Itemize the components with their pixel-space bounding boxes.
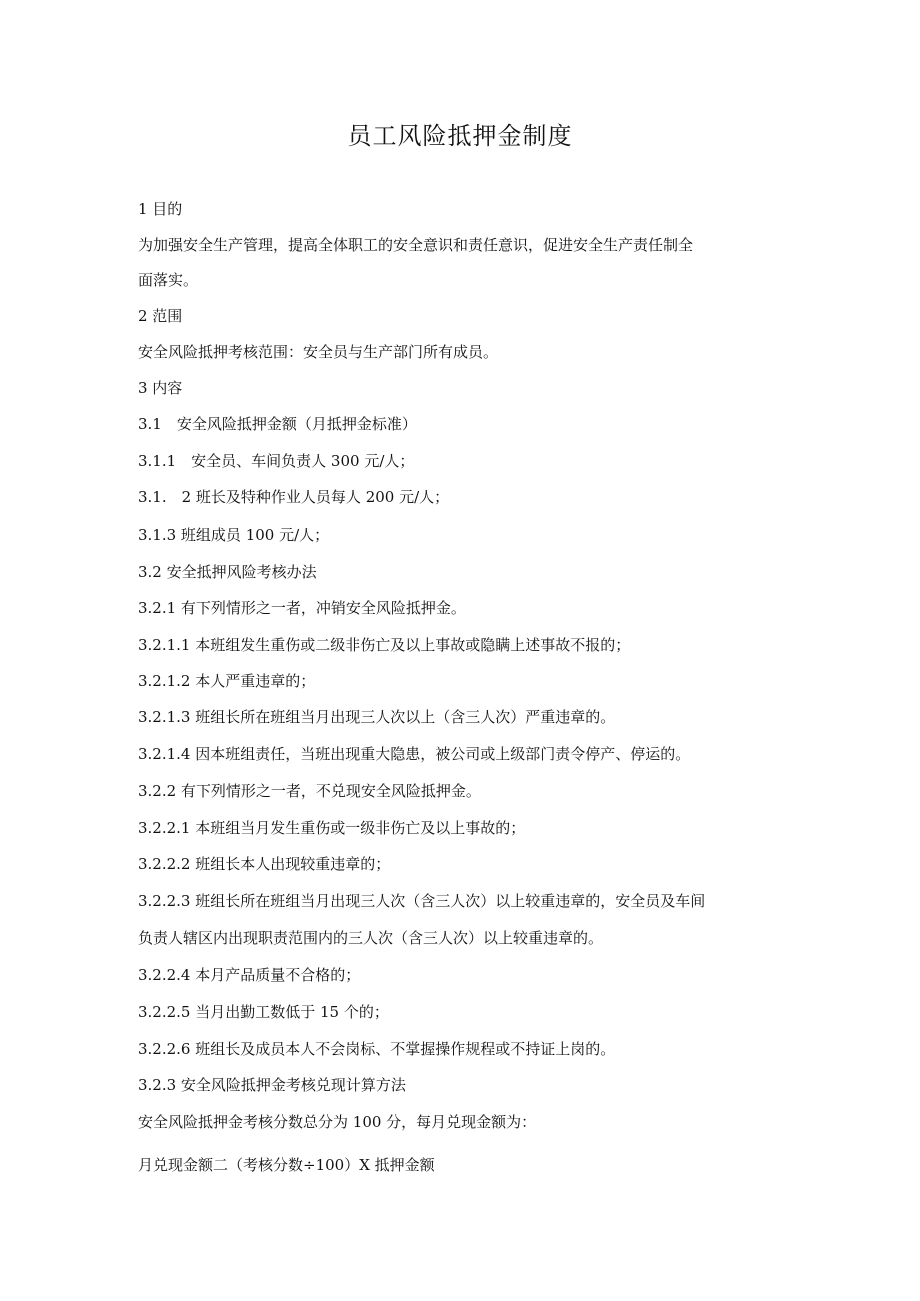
clause-line: 3.2.1.1 本班组发生重伤或二级非伤亡及以上事故或隐瞒上述事故不报的； (138, 636, 631, 654)
clause-line: 3.2.2.2 班组长本人出现较重违章的； (138, 855, 391, 873)
clause-line: 3.2.3 安全风险抵押金考核兑现计算方法 (138, 1076, 406, 1094)
section-heading-purpose: 1 目的 (138, 200, 183, 218)
clause-line: 3.1. 2 班长及特种作业人员每人 200 元/人； (138, 488, 450, 506)
clause-line: 3.1.3 班组成员 100 元/人； (138, 526, 330, 544)
clause-line: 负责人辖区内出现职责范围内的三人次（含三人次）以上较重违章的。 (138, 929, 604, 947)
paragraph-line: 安全风险抵押考核范围：安全员与生产部门所有成员。 (138, 343, 499, 361)
paragraph-line: 安全风险抵押金考核分数总分为 100 分，每月兑现金额为： (138, 1113, 537, 1131)
paragraph-line: 为加强安全生产管理，提高全体职工的安全意识和责任意识，促进安全生产责任制全 (138, 236, 694, 254)
clause-line: 3.2.2 有下列情形之一者，不兑现安全风险抵押金。 (138, 782, 481, 800)
clause-line: 3.2.2.6 班组长及成员本人不会岗标、不掌握操作规程或不持证上岗的。 (138, 1040, 616, 1058)
section-heading-content: 3 内容 (138, 379, 183, 397)
clause-line: 3.2.2.1 本班组当月发生重伤或一级非伤亡及以上事故的； (138, 819, 526, 837)
clause-line: 3.2.2.3 班组长所在班组当月出现三人次（含三人次）以上较重违章的，安全员及车间 (138, 892, 706, 910)
clause-line: 3.1.1 安全员、车间负责人 300 元/人； (138, 452, 415, 470)
section-heading-scope: 2 范围 (138, 307, 183, 325)
clause-line: 3.2.1 有下列情形之一者，冲销安全风险抵押金。 (138, 599, 466, 617)
clause-line: 3.2.1.4 因本班组责任，当班出现重大隐患，被公司或上级部门责令停产、停运的。 (138, 745, 691, 763)
clause-line: 3.2.2.4 本月产品质量不合格的； (138, 966, 361, 984)
formula-line: 月兑现金额二（考核分数÷100）X 抵押金额 (138, 1156, 435, 1174)
clause-line: 3.2.1.3 班组长所在班组当月出现三人次以上（含三人次）严重违章的。 (138, 708, 616, 726)
document-title: 员工风险抵押金制度 (347, 122, 573, 150)
paragraph-line: 面落实。 (138, 271, 199, 289)
clause-line: 3.2.2.5 当月出勤工数低于 15 个的； (138, 1003, 389, 1021)
clause-line: 3.2 安全抵押风险考核办法 (138, 563, 317, 581)
clause-line: 3.2.1.2 本人严重违章的； (138, 672, 316, 690)
clause-line: 3.1 安全风险抵押金额（月抵押金标准） (138, 415, 417, 433)
